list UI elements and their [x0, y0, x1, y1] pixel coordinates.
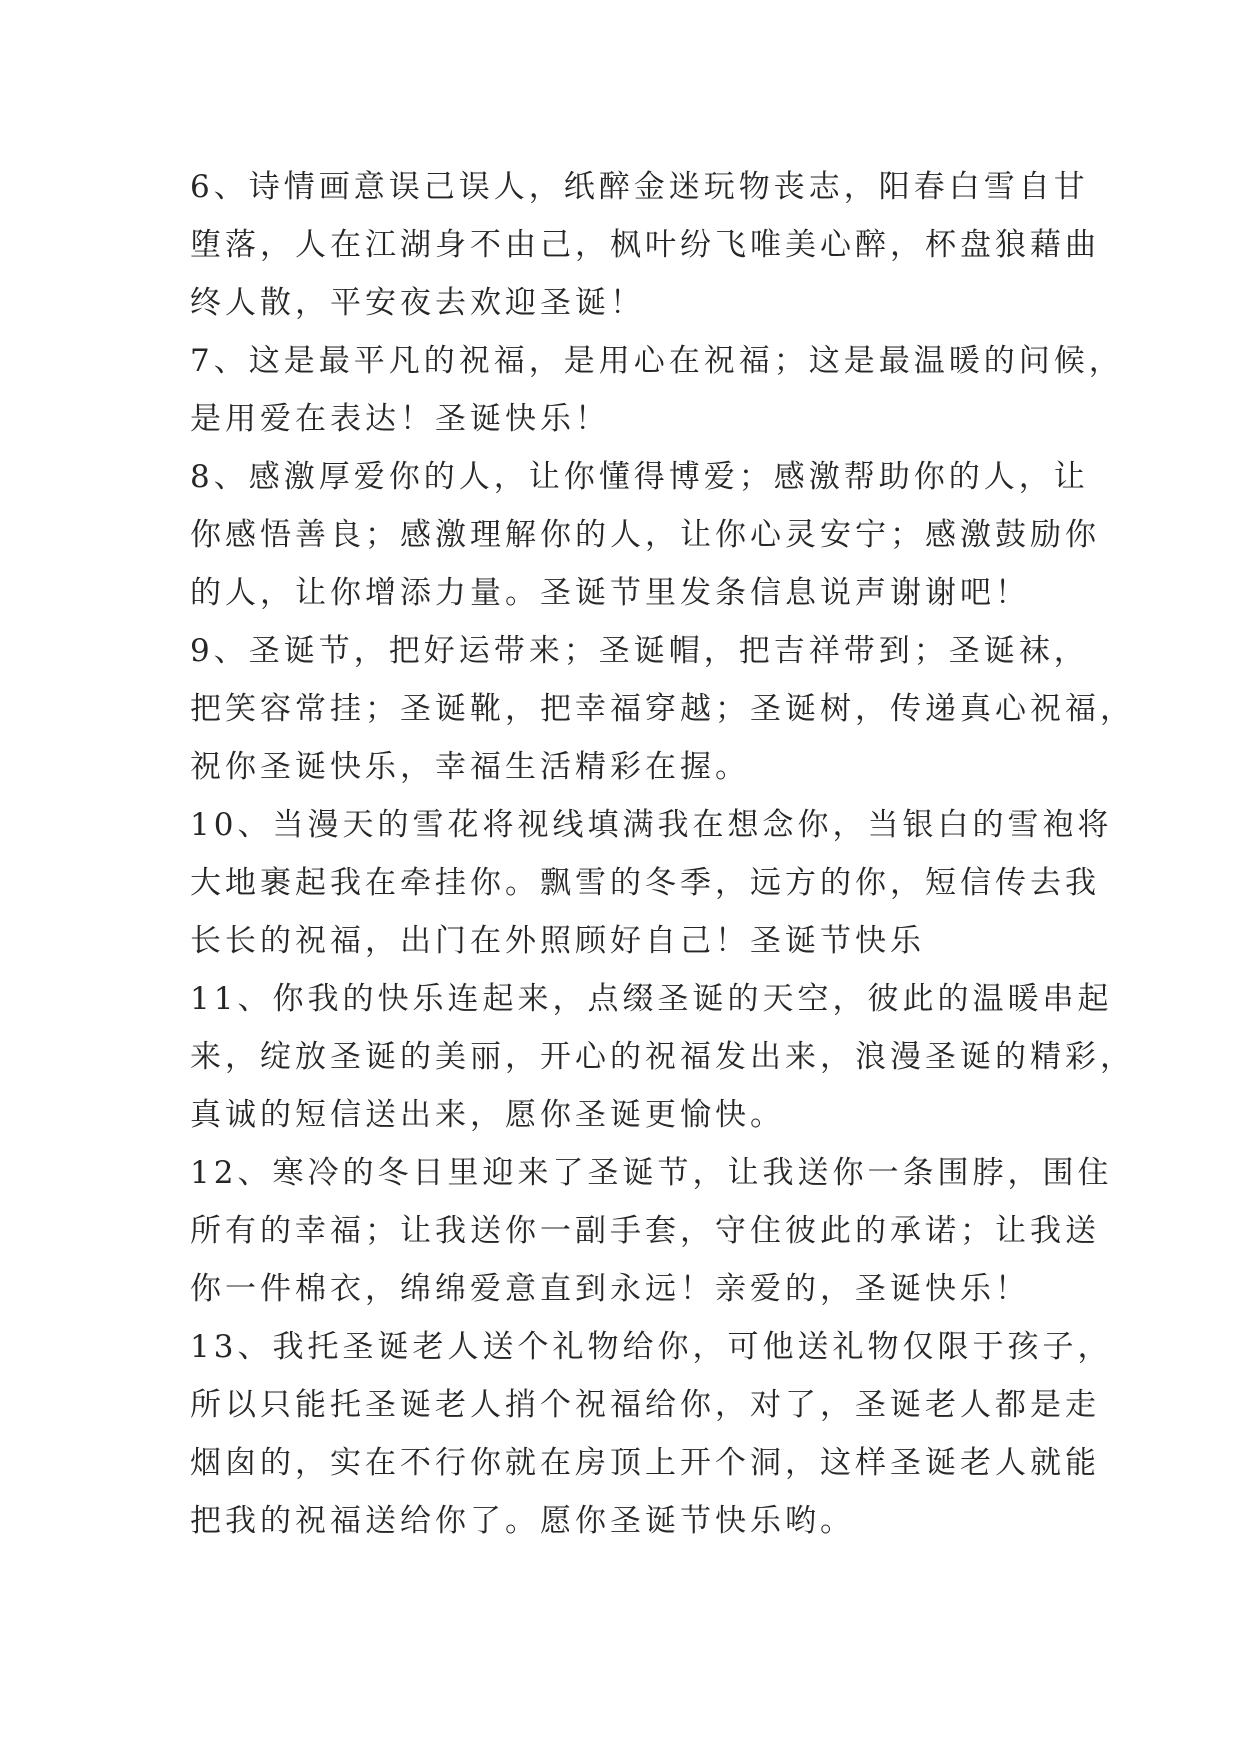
text-line: 大地裹起我在牵挂你。飘雪的冬季，远方的你，短信传去我	[190, 865, 1100, 901]
text-line: 终人散，平安夜去欢迎圣诞！	[190, 285, 645, 321]
text-line: 烟囱的，实在不行你就在房顶上开个洞，这样圣诞老人就能	[190, 1445, 1100, 1481]
text-line: 所有的幸福；让我送你一副手套，守住彼此的承诺；让我送	[190, 1213, 1100, 1249]
paragraph-11	[190, 970, 1135, 1144]
paragraph-8	[190, 448, 1100, 622]
text-line: 堕落，人在江湖身不由己，枫叶纷飞唯美心醉，杯盘狼藉曲	[190, 227, 1100, 263]
text-line: 是用爱在表达！圣诞快乐！	[190, 401, 610, 437]
paragraph-12	[190, 1144, 1113, 1318]
text-line: 9、圣诞节，把好运带来；圣诞帽，把吉祥带到；圣诞袜，	[190, 633, 1089, 669]
text-line: 10、当漫天的雪花将视线填满我在想念你，当银白的雪袍将	[190, 807, 1113, 843]
paragraph-6	[190, 158, 1100, 332]
text-line: 真诚的短信送出来，愿你圣诞更愉快。	[190, 1097, 785, 1133]
text-line: 祝你圣诞快乐，幸福生活精彩在握。	[190, 749, 750, 785]
paragraph-13	[190, 1318, 1113, 1550]
text-line: 13、我托圣诞老人送个礼物给你，可他送礼物仅限于孩子，	[190, 1329, 1113, 1365]
paragraph-10	[190, 796, 1113, 970]
paragraph-7	[190, 332, 1124, 448]
text-line: 8、感激厚爱你的人，让你懂得博爱；感激帮助你的人，让	[190, 459, 1089, 495]
text-line: 12、寒冷的冬日里迎来了圣诞节，让我送你一条围脖，围住	[190, 1155, 1113, 1191]
text-line: 你一件棉衣，绵绵爱意直到永远！亲爱的，圣诞快乐！	[190, 1271, 1030, 1307]
text-line: 把我的祝福送给你了。愿你圣诞节快乐哟。	[190, 1503, 855, 1539]
text-line: 7、这是最平凡的祝福，是用心在祝福；这是最温暖的问候，	[190, 343, 1124, 379]
text-line: 6、诗情画意误己误人，纸醉金迷玩物丧志，阳春白雪自甘	[190, 169, 1089, 205]
text-line: 把笑容常挂；圣诞靴，把幸福穿越；圣诞树，传递真心祝福，	[190, 691, 1135, 727]
text-line: 所以只能托圣诞老人捎个祝福给你，对了，圣诞老人都是走	[190, 1387, 1100, 1423]
text-line: 长长的祝福，出门在外照顾好自己！圣诞节快乐	[190, 923, 925, 959]
text-line: 11、你我的快乐连起来，点缀圣诞的天空，彼此的温暖串起	[190, 981, 1113, 1017]
text-line: 你感悟善良；感激理解你的人，让你心灵安宁；感激鼓励你	[190, 517, 1100, 553]
text-line: 来，绽放圣诞的美丽，开心的祝福发出来，浪漫圣诞的精彩，	[190, 1039, 1135, 1075]
text-line: 的人，让你增添力量。圣诞节里发条信息说声谢谢吧！	[190, 575, 1030, 611]
paragraph-9	[190, 622, 1135, 796]
document-body	[190, 158, 1135, 1550]
